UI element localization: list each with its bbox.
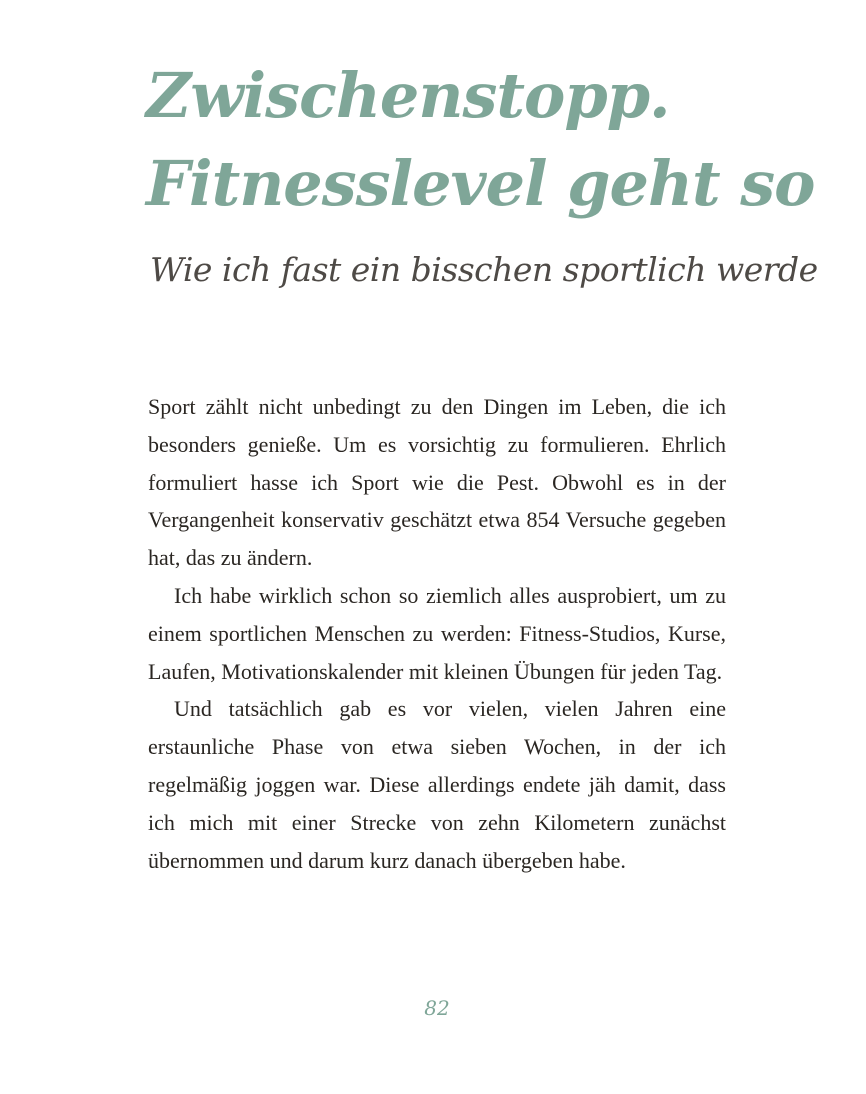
paragraph-3: Und tatsächlich gab es vor vielen, vielen Jahren eine erstaunliche Phase von etwa sieben Wochen, in der ich regelmäßig joggen war. Diese allerdings endete jäh damit, dass ich mich mit einer Strecke von zehn Kilometern zunächst übernommen und darum kurz danach übergeben habe.	[148, 696, 726, 873]
chapter-title	[146, 52, 815, 228]
chapter-subtitle: Wie ich fast ein bisschen sportlich werde	[150, 250, 818, 289]
paragraph-1: Sport zählt nicht unbedingt zu den Dingen im Leben, die ich besonders genieße. Um es vorsichtig zu formulieren. Ehrlich formuliert hasse ich Sport wie die Pest. Obwohl es in der Vergangenheit konservativ geschätzt etwa 854 Versuche gegeben hat, das zu ändern.	[148, 394, 726, 571]
paragraph-2: Ich habe wirklich schon so ziemlich alles ausprobiert, um zu einem sportlichen Menschen zu werden: Fitness-Studios, Kurse, Laufen, Motivationskalender mit kleinen Übungen für jeden Tag.	[148, 582, 726, 684]
chapter-title-line-2: Fitnesslevel geht so	[146, 147, 815, 220]
chapter-title-line-1: Zwischenstopp.	[146, 59, 670, 132]
page-number: 82	[424, 996, 450, 1020]
body-text	[148, 388, 726, 879]
